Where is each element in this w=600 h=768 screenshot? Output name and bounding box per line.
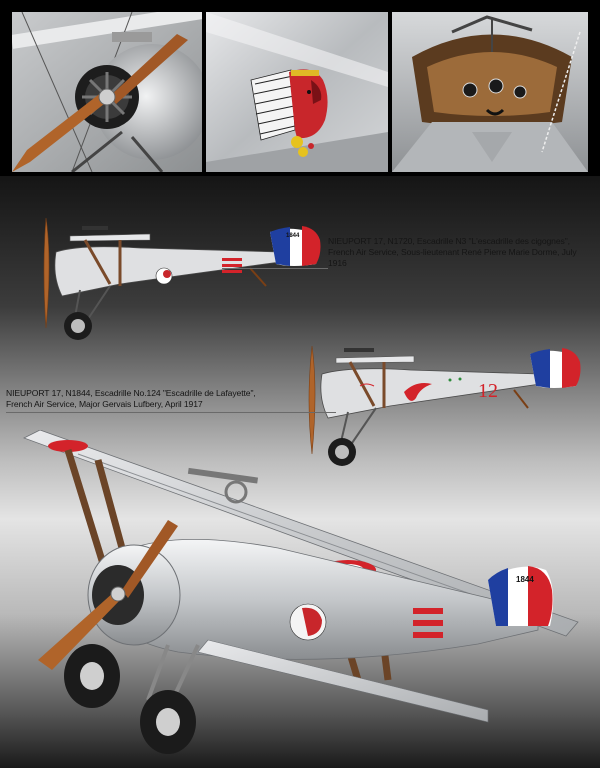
- profile-1-leader-line: [222, 268, 328, 269]
- profile-2-caption: [6, 388, 306, 410]
- profile-1-caption: [328, 236, 596, 269]
- profile-2-caption-line1: NIEUPORT 17, N1844, Escadrille No.124 "Escadrille de Lafayette",: [6, 388, 256, 398]
- insignia-detail-photo: [206, 12, 388, 172]
- engine-detail-photo: [12, 12, 202, 172]
- profile-2-caption-line2: French Air Service, Major Gervais Lufbery, April 1917: [6, 399, 203, 409]
- profile-1-aircraft: [40, 210, 330, 350]
- main-model-render: [18, 430, 598, 760]
- profile-1-caption-line1: NIEUPORT 17, N1720, Escadrille N3 "L'escadrille des cigognes",: [328, 236, 570, 246]
- detail-photo-strip: [0, 0, 600, 176]
- profile-1-serial: 1844: [286, 233, 300, 239]
- main-render-serial: 1844: [516, 575, 534, 584]
- cockpit-detail-photo: [392, 12, 588, 172]
- profile-2-leader-line: [6, 412, 336, 413]
- profile-1-caption-line2: French Air Service, Sous-lieutenant René Pierre Marie Dorme, July 1916: [328, 247, 577, 268]
- profile-2-fuselage-number: 12: [478, 380, 498, 402]
